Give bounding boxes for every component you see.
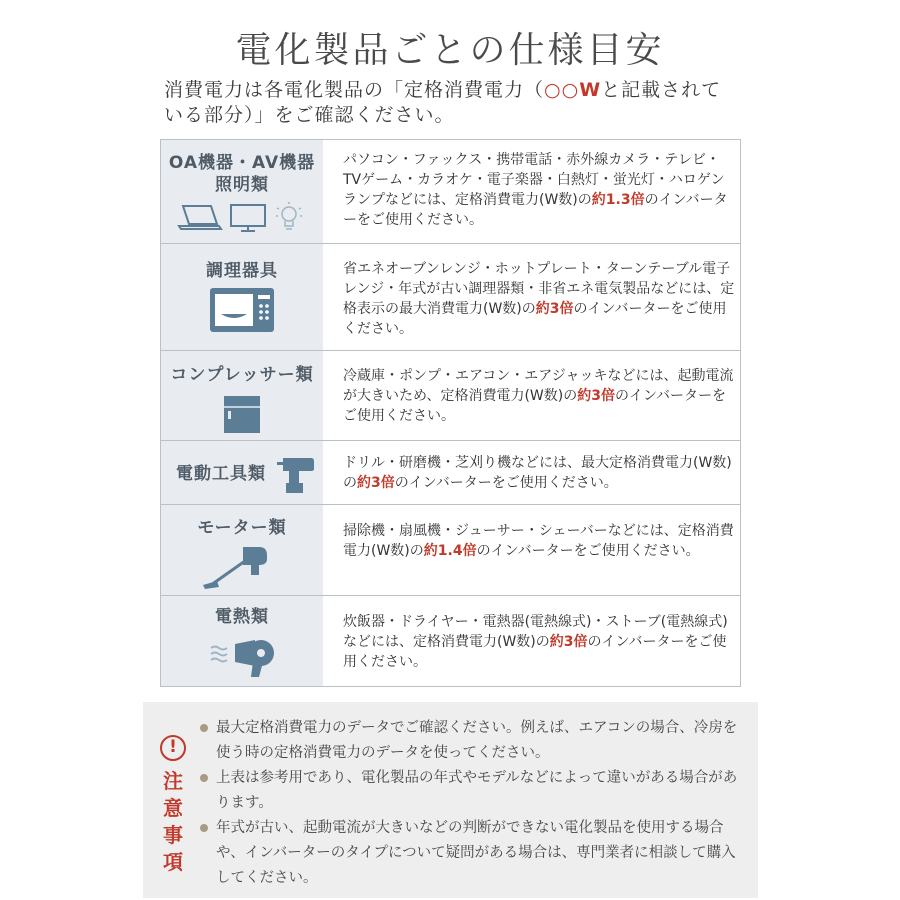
notice-item-text: 年式が古い、起動電流が大きいなどの判断ができない電化製品を使用する場合や、インバーターのタイプについて疑問がある場合は、専門業者に相談して購入してください。 [216,820,736,886]
description-text: 掃除機・扇風機・ジューサー・シェーバーなどには、定格消費電力(W数)の [343,523,734,559]
multiplier-highlight: 約3倍 [357,475,395,491]
table-row [161,351,740,441]
description-text: ドリル・研磨機・芝刈り機などには、最大定格消費電力(W数)の [343,455,732,491]
page-title: 電化製品ごとの仕様目安 [235,30,665,71]
description-text: 炊飯器・ドライヤー・電熱器(電熱線式)・ストーブ(電熱線式)などには、定格消費電力(W数)の [343,614,728,650]
power-drill-icon [277,455,317,495]
multiplier-highlight: 約3倍 [577,388,615,404]
description-suffix: のインバーターをご使用ください。 [343,388,726,424]
notice-item [200,816,750,891]
description-cell [343,150,735,230]
description-suffix: のインバーターをご使用ください。 [476,543,700,559]
description-suffix: のインバーターをご使用ください。 [343,301,727,337]
intro-placeholder-mark: ○○ [544,79,580,101]
hair-dryer-icon [207,634,277,678]
bullet-icon [200,774,208,782]
intro-text [164,78,754,128]
description-suffix: のインバーターをご使用ください。 [394,475,618,491]
intro-line1-before: 消費電力は各電化製品の「定格消費電力（ [164,79,545,101]
multiplier-highlight: 約1.3倍 [591,192,645,208]
notice-item [200,766,750,816]
notice-heading: 注意事項 [163,769,183,874]
category-label: コンプレッサー類 [170,365,314,385]
category-cell [161,505,323,595]
category-label: 電動工具類 [176,464,266,484]
table-row [161,441,740,505]
notice-item-text: 上表は参考用であり、電化製品の年式やモデルなどによって違いがある場合があります。 [216,770,738,811]
category-cell [161,351,323,440]
description-cell [343,612,735,672]
intro-watt-unit: W [579,79,602,101]
laptop-tv-bulb-icon [177,200,309,236]
multiplier-highlight: 約1.4倍 [423,543,477,559]
table-row [161,505,740,596]
notice-box [143,702,758,898]
description-cell [343,453,735,493]
bullet-icon [200,824,208,832]
table-row [161,140,740,244]
spec-table [160,139,741,687]
category-cell [161,441,323,504]
warning-icon: ! [160,735,186,761]
description-text: 冷蔵庫・ポンプ・エアコン・エアジャッキなどには、起動電流が大きいため、定格消費電力(W数)の [343,368,734,404]
category-label: 調理器具 [206,261,278,281]
notice-item-text: 最大定格消費電力のデータでご確認ください。例えば、エアコンの場合、冷房を使う時の定格消費電力のデータを使ってください。 [216,720,738,761]
category-cell [161,596,323,686]
category-label: モーター類 [197,518,287,538]
category-label: 電熱類 [215,607,269,627]
table-row [161,596,740,686]
vacuum-cleaner-icon [201,543,277,591]
description-cell [343,366,735,426]
refrigerator-icon [223,395,261,435]
intro-line1-after: と記載されて [601,79,722,101]
table-row [161,244,740,351]
notice-item [200,716,750,766]
description-text: パソコン・ファックス・携帯電話・赤外線カメラ・テレビ・TVゲーム・カラオケ・電子楽器・白熱灯・蛍光灯・ハロゲンランプなどには、定格消費電力(W数)の [343,152,725,208]
microwave-icon [209,287,275,335]
description-cell [343,259,735,339]
bullet-icon [200,724,208,732]
multiplier-highlight: 約3倍 [549,634,588,650]
description-suffix: のインバーターをご使用ください。 [343,192,728,228]
description-text: 省エネオーブンレンジ・ホットプレート・ターンテーブル電子レンジ・年式が古い調理器類・非省エネ電気製品などには、定格表示の最大消費電力(W数)の [343,261,735,317]
category-cell [161,140,323,243]
description-cell [343,521,735,561]
multiplier-highlight: 約3倍 [535,301,574,317]
intro-line2: いる部分）」をご確認ください。 [164,104,455,126]
description-suffix: のインバーターをご使用ください。 [343,634,727,670]
category-cell [161,244,323,350]
category-label: OA機器・AV機器 照明類 [168,153,316,195]
